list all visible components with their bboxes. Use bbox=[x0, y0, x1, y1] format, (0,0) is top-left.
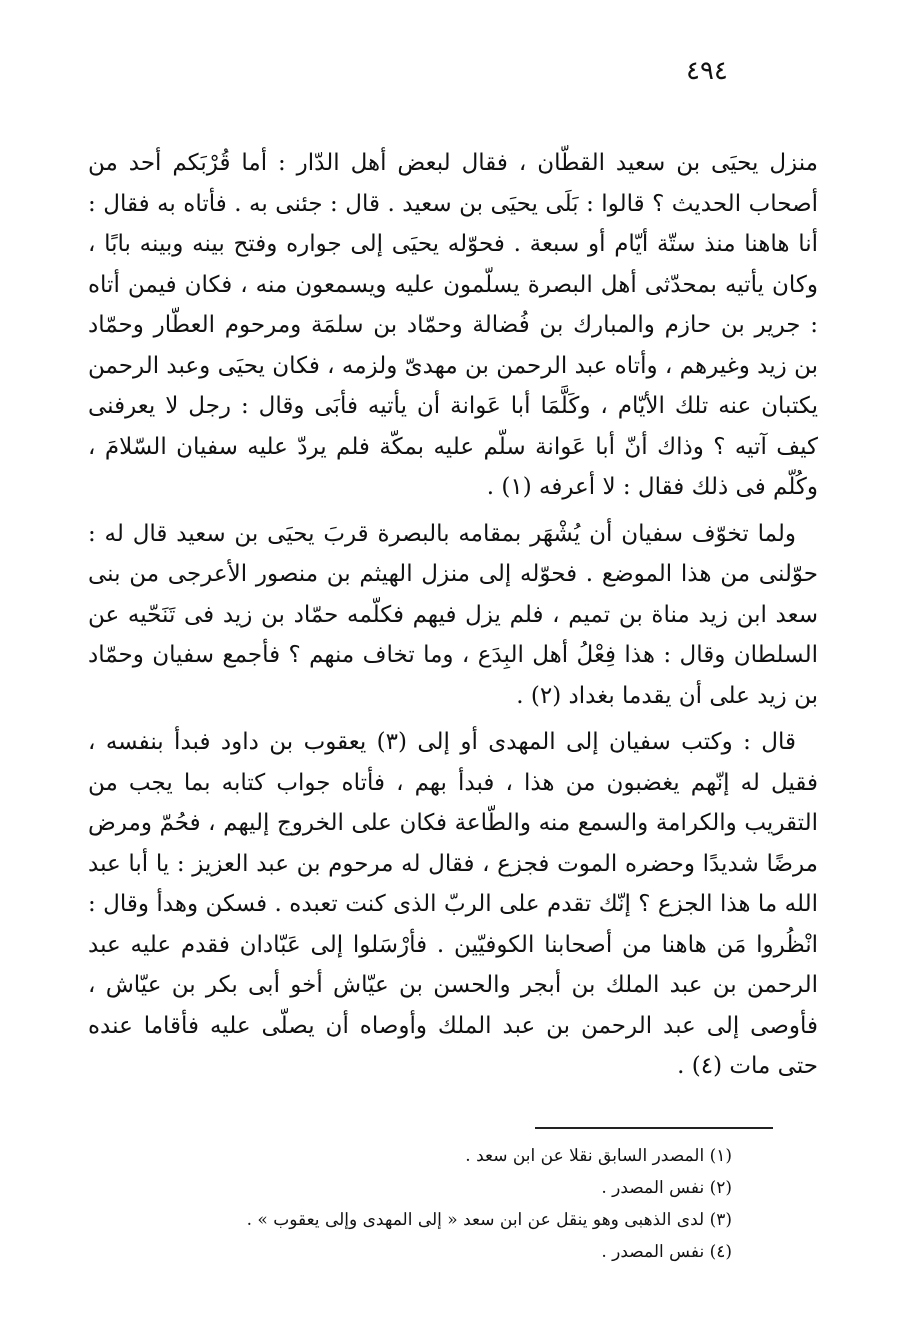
main-text-block bbox=[88, 143, 818, 1093]
footnotes-block bbox=[200, 1140, 732, 1268]
paragraph-3: قال : وكتب سفيان إلى المهدى أو إلى (٣) يعقوب بن داود فبدأ بنفسه ، فقيل له إنّهم يغضبون من هذا ، فبدأ بهم ، فأتاه جواب كتابه بما يجب من التقريب والكرامة والسمع منه والطّاعة فكان على الخروج إليهم ، فحُمّ ومرض مرضًا شديدًا وحضره الموت فجزع ، فقال له مرحوم بن عبد العزيز : يا أبا عبد الله ما هذا الجزع ؟ إنّك تقدم على الربّ الذى كنت تعبده . فسكن وهدأ وقال : انْظُروا مَن هاهنا من أصحابنا الكوفيّين . فأرْسَلوا إلى عَبّادان فقدم عليه عبد الرحمن بن عبد الملك بن أبجر والحسن بن عيّاش أخو أبى بكر بن عيّاش ، فأوصى إلى عبد الرحمن بن عبد الملك وأوصاه أن يصلّى عليه فأقاما عنده حتى مات (٤) . bbox=[88, 729, 818, 1079]
footnote-3: (٣) لدى الذهبى وهو ينقل عن ابن سعد « إلى المهدى وإلى يعقوب » . bbox=[246, 1210, 732, 1230]
page-number: ٤٩٤ bbox=[686, 56, 728, 86]
paragraph-2: ولما تخوّف سفيان أن يُشْهَر بمقامه بالبصرة قربَ يحيَى بن سعيد قال له : حوّلنى من هذا الموضع . فحوّله إلى منزل الهيثم بن منصور الأعرجى من بنى سعد ابن زيد مناة بن تميم ، فلم يزل فيهم فكلّمه حمّاد بن زيد فى تَنَحّيه عن السلطان وقال : هذا فِعْلُ أهل البِدَع ، وما تخاف منهم ؟ فأجمع سفيان وحمّاد بن زيد على أن يقدما بغداد (٢) . bbox=[88, 520, 818, 709]
footnote-2: (٢) نفس المصدر . bbox=[601, 1178, 732, 1198]
footnote-1: (١) المصدر السابق نقلا عن ابن سعد . bbox=[465, 1146, 732, 1166]
footnote-4: (٤) نفس المصدر . bbox=[601, 1242, 732, 1262]
paragraph-1: منزل يحيَى بن سعيد القطّان ، فقال لبعض أهل الدّار : أما قُرْبَكم أحد من أصحاب الحديث ؟ قالوا : بَلَى يحيَى بن سعيد . قال : جئنى به . فأتاه به فقال : أنا هاهنا منذ ستّة أيّام أو سبعة . فحوّله يحيَى إلى جواره وفتح بينه وبينه بابًا ، وكان يأتيه بمحدّثى أهل البصرة يسلّمون عليه ويسمعون منه ، فكان فيمن أتاه : جرير بن حازم والمبارك بن فُضالة وحمّاد بن سلمَة ومرحوم العطّار وحمّاد بن زيد وغيرهم ، وأتاه عبد الرحمن بن مهدىّ ولزمه ، فكان يحيَى وعبد الرحمن يكتبان عنه تلك الأيّام ، وكَلَّمَا أبا عَوانة أن يأتيه فأبَى وقال : رجل لا يعرفنى كيف آتيه ؟ وذاك أنّ أبا عَوانة سلّم عليه بمكّة فلم يردّ عليه سفيان السّلامَ ، وكُلّم فى ذلك فقال : لا أعرفه (١) . bbox=[88, 150, 818, 500]
footnote-separator bbox=[535, 1127, 773, 1129]
